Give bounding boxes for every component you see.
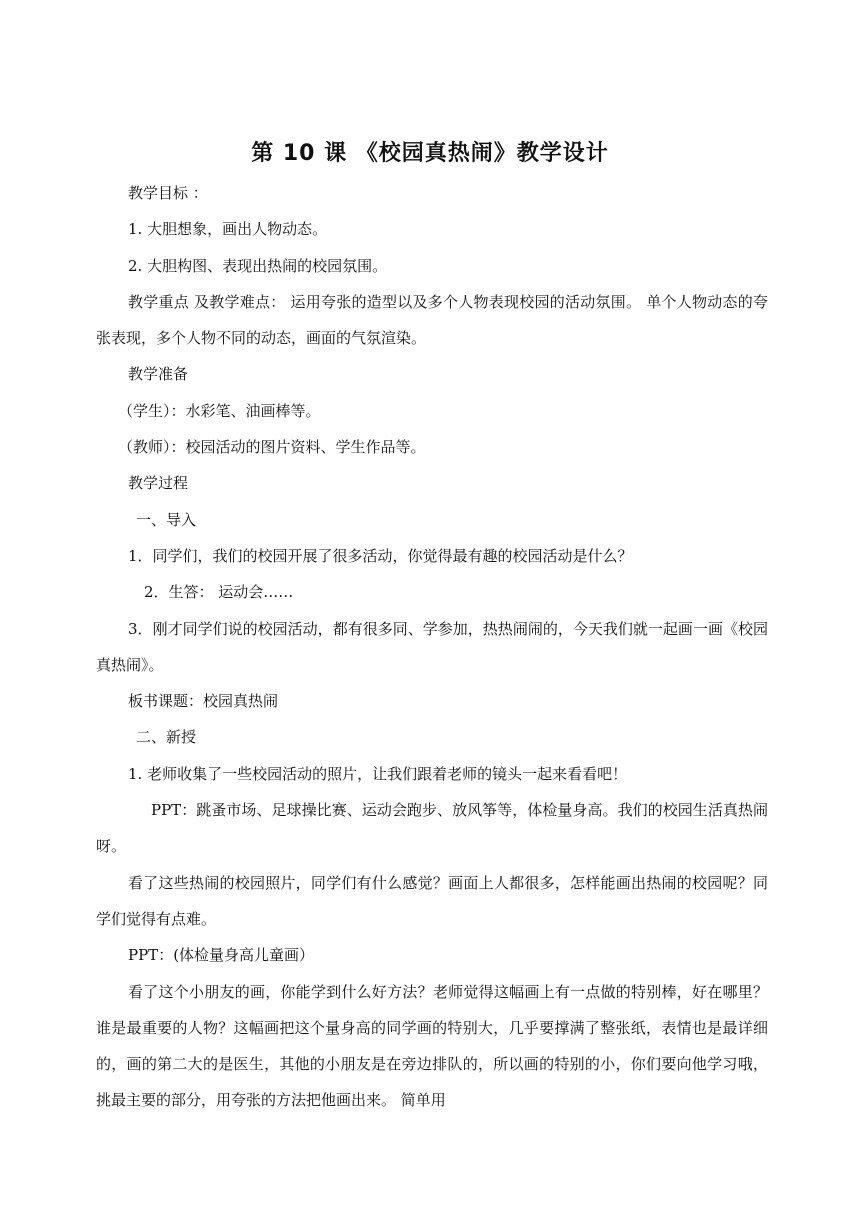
process-step: 2．生答： 运动会…… — [144, 583, 294, 602]
preparation-item-teacher: （教师）：校园活动的图片资料、学生作品等。 — [118, 438, 426, 457]
ppt-paragraph: PPT：跳蚤市场、足球操比赛、运动会跑步、放风筝等，体检量身高。我们的校园生活真热闹呀。 — [96, 801, 768, 856]
objective-item: 2. 大胆构图、表现出热闹的校园氛围。 — [128, 256, 388, 275]
document-title: 第 10 课 《校园真热闹》教学设计 — [251, 141, 609, 166]
subsection-heading-new: 二、新授 — [136, 728, 197, 747]
objective-item: 1. 大胆想象，画出人物动态。 — [128, 220, 328, 239]
section-heading-objectives: 教学目标 ： — [128, 184, 208, 202]
subsection-heading-intro: 一、导入 — [136, 510, 197, 529]
process-step: 1. 老师收集了一些校园活动的照片，让我们跟着老师的镜头一起来看看吧！ — [128, 764, 628, 783]
section-heading-preparation: 教学准备 — [128, 365, 189, 384]
ppt-caption: PPT：(体检量身高儿童画） — [128, 946, 315, 965]
process-step: 3．刚才同学们说的校园活动，都有很多同、学参加，热热闹闹的，今天我们就一起画一画《校园真热闹》。 — [96, 619, 768, 674]
document-body — [96, 175, 768, 1119]
analysis-paragraph: 看了这个小朋友的画，你能学到什么好方法？老师觉得这幅画上有一点做的特别棒，好在哪里？谁是最重要的人物？这幅画把这个量身高的同学画的特别大，几乎要撑满了整张纸，表情也是最详细的，画的第二大的是医生，其他的小朋友是在旁边排队的，所以画的特别的小，你们要向他学习哦，挑最主要的部分，用夸张的方法把他画出来。 简单用 — [96, 982, 768, 1110]
process-step: 1．同学们，我们的校园开展了很多活动，你觉得最有趣的校园活动是什么？ — [128, 546, 633, 565]
board-title-line: 板书课题：校园真热闹 — [128, 692, 279, 711]
preparation-item-students: （学生）：水彩笔、油画棒等。 — [118, 401, 321, 420]
key-points-paragraph: 教学重点 及教学难点： 运用夸张的造型以及多个人物表现校园的活动氛围。 单个人物动态的夸张表现，多个人物不同的动态，画面的气氛渲染。 — [96, 292, 768, 348]
section-heading-process: 教学过程 — [128, 474, 189, 493]
discussion-paragraph: 看了这些热闹的校园照片，同学们有什么感觉？画面上人都很多，怎样能画出热闹的校园呢？同学们觉得有点难。 — [96, 873, 768, 928]
